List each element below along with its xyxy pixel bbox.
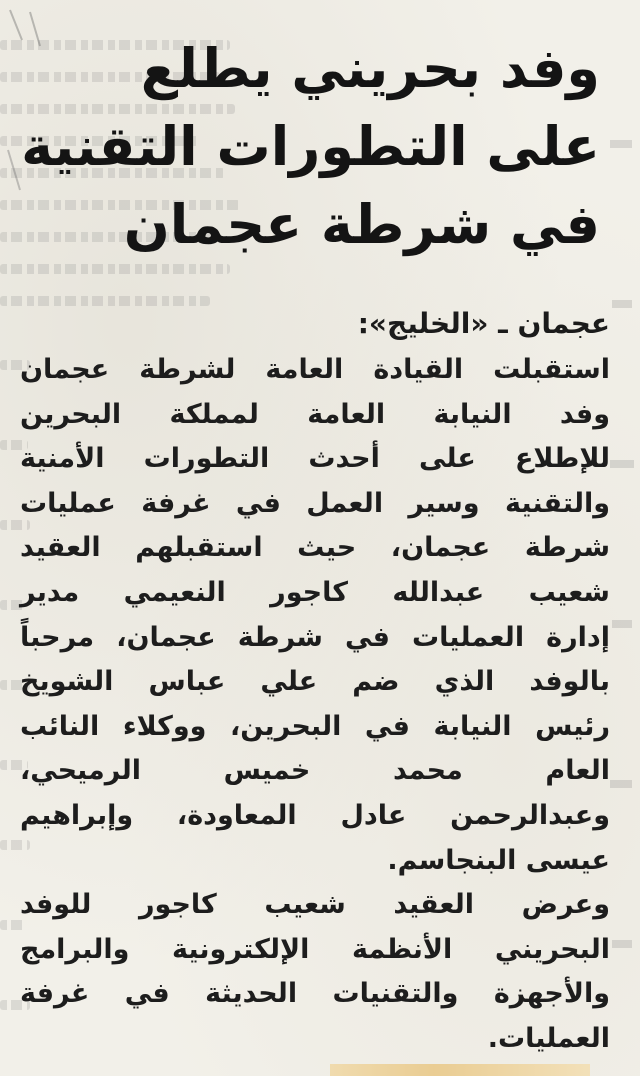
dateline: عجمان ـ «الخليج»: <box>357 307 610 340</box>
paragraph-2 <box>20 883 610 1061</box>
body-line: البحريني الأنظمة الإلكترونية والبرامج <box>20 933 610 965</box>
body-line: وعبدالرحمن عادل المعاودة، وإبراهيم <box>20 799 610 831</box>
body-line: والأجهزة والتقنيات الحديثة في غرفة <box>20 978 610 1010</box>
body-line: رئيس النيابة في البحرين، ووكلاء النائب <box>20 710 610 742</box>
headline-line-2: على التطورات التقنية <box>21 115 600 178</box>
body-line: وفد النيابة العامة لمملكة البحرين <box>20 398 610 430</box>
article-headline <box>20 30 610 264</box>
body-line: العام محمد خميس الرميحي، <box>20 755 610 787</box>
paragraph-1 <box>20 348 610 883</box>
article-body <box>20 348 610 1062</box>
body-line: شعيب عبدالله كاجور النعيمي مدير <box>20 576 610 608</box>
body-line: وعرض العقيد شعيب كاجور للوفد <box>20 889 610 921</box>
headline-line-3: في شرطة عجمان <box>123 193 600 256</box>
body-line: استقبلت القيادة العامة لشرطة عجمان <box>20 354 610 385</box>
headline-line-1: وفد بحريني يطلع <box>140 37 600 100</box>
body-line: بالوفد الذي ضم علي عباس الشويخ <box>20 666 610 698</box>
body-line: والتقنية وسير العمل في غرفة عمليات <box>20 487 610 519</box>
body-line: إدارة العمليات في شرطة عجمان، مرحباً <box>20 621 610 653</box>
body-line: العمليات. <box>487 1022 610 1054</box>
body-line: عيسى البنجاسم. <box>387 844 610 876</box>
body-line: للإطلاع على أحدث التطورات الأمنية <box>20 443 610 475</box>
body-line: شرطة عجمان، حيث استقبلهم العقيد <box>20 532 610 564</box>
bottom-color-strip <box>330 1064 590 1076</box>
article <box>20 30 610 1062</box>
